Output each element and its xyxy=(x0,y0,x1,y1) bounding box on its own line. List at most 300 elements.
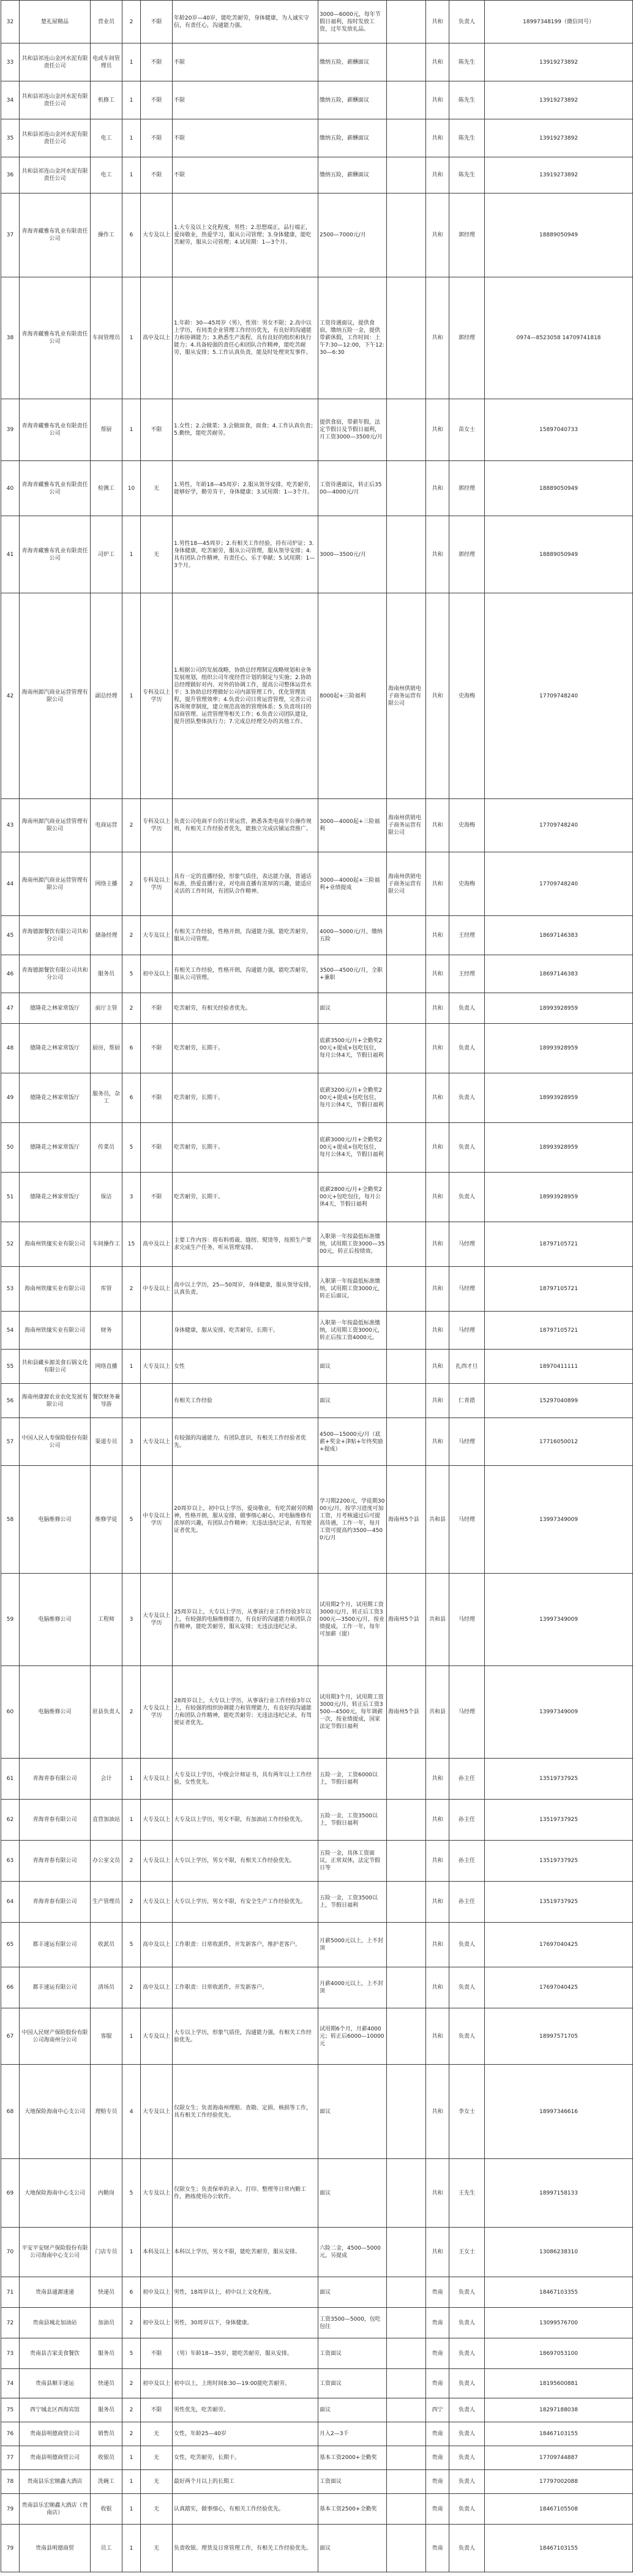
work-location-detail xyxy=(387,81,426,119)
work-location-detail: 海南州5个县 xyxy=(387,1466,426,1574)
contact-phone: 17697040425 xyxy=(485,1923,633,1967)
education-requirement: 不限 xyxy=(141,993,173,1024)
work-location-detail xyxy=(387,2159,426,2228)
position-name: 操作工 xyxy=(91,193,122,277)
job-requirement: 工作职责：日常收派件，开发新客户，维护老客户。 xyxy=(173,1923,318,1967)
work-location-detail xyxy=(387,993,426,1024)
job-requirement: 吃苦耐劳，长期干。 xyxy=(173,1024,318,1073)
position-name: 理赔专员 xyxy=(91,2065,122,2159)
work-location-detail xyxy=(387,1222,426,1267)
job-requirement: 1.大专及以上文化程度，男性；2.思想端正，品行端正，爱岗敬业，热爱学习，服从公司管理；3.身体健康，能吃苦耐劳，服从公司管理；4.试用期：1—3个月。 xyxy=(173,193,318,277)
job-requirement: 身体健康，服从安排，吃苦耐劳，长期干。 xyxy=(173,1312,318,1350)
education-requirement: 无 xyxy=(141,2446,173,2470)
company-name: 大地保险海南中心支公司 xyxy=(20,2159,91,2228)
job-table-body xyxy=(1,1,633,2572)
position-name: 快递员 xyxy=(91,2369,122,2398)
work-location-detail xyxy=(387,399,426,461)
salary-benefits: 入职第一年按最低标准缴纳，试用期工资3000—3500元，转正后按绩效。 xyxy=(318,1222,387,1267)
position-name: 厨房，帮厨 xyxy=(91,1024,122,1073)
contact-person: 马经理 xyxy=(449,1222,485,1267)
contact-person: 仁青措 xyxy=(449,1384,485,1418)
row-number: 44 xyxy=(1,852,20,916)
work-area: 贵南 xyxy=(426,2494,449,2525)
company-name: 贵南县通源速递 xyxy=(20,2277,91,2308)
work-area: 贵南 xyxy=(426,2277,449,2308)
salary-benefits: 工资面议 xyxy=(318,2470,387,2494)
company-name: 海南州康源农业农化发展有限公司 xyxy=(20,1384,91,1418)
company-name: 德隆花之林家常饭厅 xyxy=(20,993,91,1024)
salary-benefits: 工资3500—5000，包吃包住 xyxy=(318,2308,387,2338)
company-name: 电脑维修公司 xyxy=(20,1466,91,1574)
salary-benefits: 面议 xyxy=(318,2398,387,2422)
contact-phone: 13997349009 xyxy=(485,1574,633,1666)
table-row xyxy=(1,277,633,399)
row-number: 73 xyxy=(1,2338,20,2369)
table-row xyxy=(1,2470,633,2494)
position-name: 网络主播 xyxy=(91,852,122,916)
contact-person: 负责人 xyxy=(449,2398,485,2422)
salary-benefits: 3000—6000元，每年节假日福利，按时发放工资，过年发放礼品。 xyxy=(318,1,387,43)
contact-phone: 13919273892 xyxy=(485,81,633,119)
table-row xyxy=(1,2446,633,2470)
row-number: 60 xyxy=(1,1666,20,1759)
contact-person: 负责人 xyxy=(449,993,485,1024)
work-area: 共和 xyxy=(426,1841,449,1882)
job-requirement: 男性，30周岁以下，身体健康。 xyxy=(173,2308,318,2338)
work-area: 共和 xyxy=(426,1759,449,1800)
row-number: 39 xyxy=(1,399,20,461)
contact-person: 负责人 xyxy=(449,2369,485,2398)
salary-benefits: 2500—7000元/月 xyxy=(318,193,387,277)
work-area: 贵南 xyxy=(426,2338,449,2369)
hire-count: 2 xyxy=(122,1267,141,1312)
contact-person: 王经理 xyxy=(449,955,485,993)
table-row xyxy=(1,1222,633,1267)
work-area: 共和 xyxy=(426,516,449,593)
job-requirement: 负责公司电商平台的日常运营，熟悉各类电商平台操作规则，有相关工作经验者优先，能独立完成店铺运营推广。 xyxy=(173,799,318,852)
job-requirement: 不限 xyxy=(173,81,318,119)
work-area: 共和 xyxy=(426,157,449,193)
education-requirement: 大专及以上 xyxy=(141,1841,173,1882)
contact-phone: 13099576700 xyxy=(485,2308,633,2338)
contact-person: 王经理 xyxy=(449,916,485,955)
table-row xyxy=(1,852,633,916)
salary-benefits: 学习期2200元，学徒期3000元/月，按学习进度可加工资，月考核通过后可提高待遇，工作一年，每月工资可提高约3500—4500元/月 xyxy=(318,1466,387,1574)
row-number: 37 xyxy=(1,193,20,277)
contact-phone: 18697146383 xyxy=(485,916,633,955)
position-name: 电或车间管理员 xyxy=(91,43,122,81)
work-location-detail xyxy=(387,1800,426,1841)
job-requirement: 女性 xyxy=(173,1350,318,1384)
row-number: 55 xyxy=(1,1350,20,1384)
table-row xyxy=(1,2338,633,2369)
hire-count: 2 xyxy=(122,2398,141,2422)
contact-phone: 13997349009 xyxy=(485,1666,633,1759)
contact-person: 孙主任 xyxy=(449,1759,485,1800)
contact-phone: 18993928959 xyxy=(485,1173,633,1222)
table-row xyxy=(1,593,633,799)
work-location-detail xyxy=(387,2525,426,2572)
company-name: 贵南县乐宏顺鑫大酒店 xyxy=(20,2470,91,2494)
contact-phone: 15897040733 xyxy=(485,399,633,461)
hire-count: 1 xyxy=(122,157,141,193)
contact-person: 负责人 xyxy=(449,1123,485,1173)
hire-count: 1 xyxy=(122,593,141,799)
table-row xyxy=(1,1267,633,1312)
salary-benefits: 工资面议 xyxy=(318,2369,387,2398)
salary-benefits: 面议 xyxy=(318,2277,387,2308)
salary-benefits: 面议 xyxy=(318,1350,387,1384)
position-name: 服务员 xyxy=(91,955,122,993)
company-name: 贵南县明德商贸公司 xyxy=(20,2422,91,2446)
work-area: 共和 xyxy=(426,1800,449,1841)
row-number: 33 xyxy=(1,43,20,81)
company-name: 楚礼屋精品 xyxy=(20,1,91,43)
row-number: 32 xyxy=(1,1,20,43)
work-location-detail xyxy=(387,1384,426,1418)
contact-person: 郭经理 xyxy=(449,516,485,593)
work-location-detail xyxy=(387,1267,426,1312)
salary-benefits: 面议 xyxy=(318,2159,387,2228)
position-name: 营业员 xyxy=(91,1,122,43)
job-requirement: 吃苦耐劳，有相关经验者优先。 xyxy=(173,993,318,1024)
company-name: 德隆花之林家常饭厅 xyxy=(20,1073,91,1123)
hire-count: 3 xyxy=(122,1418,141,1466)
salary-benefits: 月薪4000元以上，上不封顶 xyxy=(318,1967,387,2008)
contact-person: 负责人 xyxy=(449,2446,485,2470)
contact-person: 马经理 xyxy=(449,1466,485,1574)
job-requirement: 最好两个月以上的长期工 xyxy=(173,2470,318,2494)
work-area: 共和 xyxy=(426,593,449,799)
work-area: 共和 xyxy=(426,1024,449,1073)
education-requirement: 专科及以上学历 xyxy=(141,593,173,799)
contact-phone: 18297188038 xyxy=(485,2398,633,2422)
salary-benefits: 8000起+三险福利 xyxy=(318,593,387,799)
work-area: 共和 xyxy=(426,2228,449,2277)
job-requirement: 具有一定的直播经验，形象气质佳，表达能力强，普通话标准，热爱直播行业，对电商直播有浓厚的兴趣，能适应灵活的工作时间，有团队合作精神。 xyxy=(173,852,318,916)
company-name: 青海青春有限公司 xyxy=(20,1800,91,1841)
company-name: 共和县祁连山金河水泥有限责任公司 xyxy=(20,43,91,81)
work-location-detail: 海南州供销电子商务运营有限公司 xyxy=(387,799,426,852)
table-row xyxy=(1,2277,633,2308)
job-requirement: 25周岁以上，大专以上学历，从事该行业工作经验3年以上，有较强的电脑维修能力，有良好的沟通能力和团队合作精神，能吃苦耐劳，服从安排；无违法违纪记录。 xyxy=(173,1574,318,1666)
contact-person: 负责人 xyxy=(449,1,485,43)
table-row xyxy=(1,2308,633,2338)
position-name: 餐饮财务兼导游 xyxy=(91,1384,122,1418)
hire-count: 1 xyxy=(122,1759,141,1800)
job-requirement: 不限 xyxy=(173,157,318,193)
company-name: 共和县藏乡源美食石锅文化有限公司 xyxy=(20,1350,91,1384)
salary-benefits: 试用期3个月，试用期工资3000元/月，转正后工资3500—4500元，每年调薪一次，按业绩提成，国家法定节假日福利 xyxy=(318,1666,387,1759)
company-name: 贵南县明德商贸公司 xyxy=(20,2446,91,2470)
work-area: 共和 xyxy=(426,43,449,81)
row-number: 36 xyxy=(1,157,20,193)
salary-benefits: 面议 xyxy=(318,1384,387,1418)
position-name: 生产管理员 xyxy=(91,1882,122,1923)
hire-count: 5 xyxy=(122,2338,141,2369)
position-name: 驻县负责人 xyxy=(91,1666,122,1759)
position-name: 清场员 xyxy=(91,1967,122,2008)
table-row xyxy=(1,955,633,993)
work-area: 共和 xyxy=(426,461,449,516)
work-area: 共和 xyxy=(426,2008,449,2065)
table-row xyxy=(1,2398,633,2422)
hire-count: 6 xyxy=(122,1024,141,1073)
work-area: 共和县 xyxy=(426,1574,449,1666)
work-location-detail xyxy=(387,2065,426,2159)
work-area: 共和 xyxy=(426,1123,449,1173)
contact-phone: 18797105721 xyxy=(485,1222,633,1267)
education-requirement: 大专及以上学历 xyxy=(141,1666,173,1759)
work-area: 共和 xyxy=(426,1350,449,1384)
contact-phone: 0974—8523058 14709741818 xyxy=(485,277,633,399)
education-requirement xyxy=(141,1384,173,1418)
work-location-detail xyxy=(387,2228,426,2277)
row-number: 69 xyxy=(1,2159,20,2228)
education-requirement: 不限 xyxy=(141,2398,173,2422)
company-name: 中国人民人寿保险股份有限公司 xyxy=(20,1418,91,1466)
contact-person: 负责人 xyxy=(449,2422,485,2446)
company-name: 青海德源餐饮有限公司共和分公司 xyxy=(20,955,91,993)
contact-phone: 18889050949 xyxy=(485,461,633,516)
contact-phone: 13519737925 xyxy=(485,1841,633,1882)
company-name: 德隆花之林家常饭厅 xyxy=(20,1123,91,1173)
table-row xyxy=(1,1882,633,1923)
education-requirement: 大专及以上 xyxy=(141,1350,173,1384)
position-name: 帮厨 xyxy=(91,399,122,461)
position-name: 前厅主管 xyxy=(91,993,122,1024)
job-requirement: 有较强的沟通能力，有团队意识，有相关工作经验者优先。 xyxy=(173,1418,318,1466)
work-location-detail xyxy=(387,1882,426,1923)
table-row xyxy=(1,1759,633,1800)
hire-count: 1 xyxy=(122,81,141,119)
job-requirement: 大专以上学历，男女不限，有安全生产工作经验优先。 xyxy=(173,1882,318,1923)
position-name: 司炉工 xyxy=(91,516,122,593)
hire-count: 1 xyxy=(122,516,141,593)
salary-benefits: 月薪5000元以上，上不封顶 xyxy=(318,1923,387,1967)
position-name: 员工 xyxy=(91,2525,122,2572)
education-requirement: 不限 xyxy=(141,1073,173,1123)
position-name: 直营加油站 xyxy=(91,1800,122,1841)
company-name: 青海德源餐饮有限公司共和分公司 xyxy=(20,916,91,955)
work-location-detail xyxy=(387,2422,426,2446)
work-location-detail xyxy=(387,2338,426,2369)
education-requirement: 大专及以上 xyxy=(141,2065,173,2159)
salary-benefits: 底薪3500元/月+全勤奖200元+提成+包吃包住，每月公休4天，节假日福利 xyxy=(318,1024,387,1073)
row-number: 70 xyxy=(1,2228,20,2277)
salary-benefits: 3000—4000起+三险福利+业绩提成 xyxy=(318,852,387,916)
position-name: 机修工 xyxy=(91,81,122,119)
position-name: 电工 xyxy=(91,119,122,157)
contact-phone: 18467105508 xyxy=(485,2494,633,2525)
contact-person: 负责人 xyxy=(449,2008,485,2065)
salary-benefits: 工资待遇面议，提供食宿，缴纳五险一金，提供带薪休假，工作时间：上午7:30—12:00，下午12:30—6:30 xyxy=(318,277,387,399)
job-requirement: 大专及以上学历，中级会计师证书，具有两年以上工作经验，女性优先。 xyxy=(173,1759,318,1800)
salary-benefits: 3000—4000起+三险福利 xyxy=(318,799,387,852)
education-requirement: 不限 xyxy=(141,43,173,81)
row-number: 58 xyxy=(1,1466,20,1574)
job-requirement: 认真踏实，做事细心，有相关工作经验优先。 xyxy=(173,2494,318,2525)
row-number: 51 xyxy=(1,1173,20,1222)
contact-phone: 13519737925 xyxy=(485,1800,633,1841)
work-location-detail xyxy=(387,277,426,399)
table-row xyxy=(1,1574,633,1666)
position-name: 车间操作工 xyxy=(91,1222,122,1267)
work-area: 共和 xyxy=(426,1222,449,1267)
education-requirement: 初中及以上 xyxy=(141,955,173,993)
contact-phone: 18697053100 xyxy=(485,2338,633,2369)
work-location-detail xyxy=(387,955,426,993)
salary-benefits: 底薪2800元/月+全勤奖200元+包吃包住，每月公休4天，节假日福利 xyxy=(318,1173,387,1222)
company-name: 海南州源汽商业运营管理有限公司 xyxy=(20,799,91,852)
table-row xyxy=(1,43,633,81)
hire-count: 2 xyxy=(122,1882,141,1923)
position-name: 收银 xyxy=(91,2494,122,2525)
table-row xyxy=(1,119,633,157)
table-row xyxy=(1,1312,633,1350)
contact-person: 孙主任 xyxy=(449,1882,485,1923)
row-number: 41 xyxy=(1,516,20,593)
work-location-detail xyxy=(387,1841,426,1882)
contact-phone: 18997158133 xyxy=(485,2159,633,2228)
position-name: 会计 xyxy=(91,1759,122,1800)
row-number: 65 xyxy=(1,1923,20,1967)
contact-phone: 13519737925 xyxy=(485,1882,633,1923)
row-number: 74 xyxy=(1,2369,20,2398)
contact-phone: 17709748240 xyxy=(485,593,633,799)
row-number: 63 xyxy=(1,1841,20,1882)
education-requirement: 初中及以上 xyxy=(141,2369,173,2398)
education-requirement: 无 xyxy=(141,516,173,593)
position-name: 客服 xyxy=(91,2008,122,2065)
contact-phone: 17697040425 xyxy=(485,1967,633,2008)
company-name: 贵南县吉家美食餐饮 xyxy=(20,2338,91,2369)
position-name: 加油员 xyxy=(91,2308,122,2338)
job-requirement: 工作职责：日常收派件，开发新客户。 xyxy=(173,1967,318,2008)
row-number: 42 xyxy=(1,593,20,799)
job-requirement: 仅限女生；负责海南州理赔、查勘、定损、核损等工作，具有相关工作经验优先。 xyxy=(173,2065,318,2159)
position-name: 门店专员 xyxy=(91,2228,122,2277)
work-area: 共和 xyxy=(426,993,449,1024)
salary-benefits: 五险一金，具体工资面议，正常双休，法定节假日等 xyxy=(318,1841,387,1882)
position-name: 销售员 xyxy=(91,2422,122,2446)
hire-count: 1 xyxy=(122,277,141,399)
contact-phone: 18993928959 xyxy=(485,1073,633,1123)
work-area: 贵南 xyxy=(426,2446,449,2470)
table-row xyxy=(1,993,633,1024)
job-requirement: 不限 xyxy=(173,43,318,81)
contact-person: 孙主任 xyxy=(449,1841,485,1882)
hire-count: 5 xyxy=(122,955,141,993)
table-row xyxy=(1,399,633,461)
job-requirement: 大专及以上学历，男女不限，有加油站工作经验优先。 xyxy=(173,1800,318,1841)
contact-phone: 18993928959 xyxy=(485,1123,633,1173)
table-row xyxy=(1,1923,633,1967)
work-location-detail: 海南州5个县 xyxy=(387,1574,426,1666)
work-area: 共和 xyxy=(426,81,449,119)
position-name: 服务员，杂工 xyxy=(91,1073,122,1123)
job-table xyxy=(1,0,633,2572)
education-requirement: 初中及以上 xyxy=(141,2308,173,2338)
hire-count: 3 xyxy=(122,1173,141,1222)
table-row xyxy=(1,81,633,119)
hire-count: 2 xyxy=(122,1841,141,1882)
table-row xyxy=(1,2228,633,2277)
contact-person: 陈先生 xyxy=(449,81,485,119)
position-name: 检测工 xyxy=(91,461,122,516)
salary-benefits: 基本工资2000+全勤奖 xyxy=(318,2446,387,2470)
work-location-detail xyxy=(387,1967,426,2008)
salary-benefits: 4000—5000元/月，缴纳五险 xyxy=(318,916,387,955)
row-number: 64 xyxy=(1,1882,20,1923)
contact-phone: 18797105721 xyxy=(485,1312,633,1350)
position-name: 收派员 xyxy=(91,1923,122,1967)
contact-person: 负责人 xyxy=(449,2470,485,2494)
company-name: 西宁城北区西海宾馆 xyxy=(20,2398,91,2422)
contact-person: 王先生 xyxy=(449,2159,485,2228)
work-area: 共和 xyxy=(426,1,449,43)
company-name: 海南州铁缘实业有限公司 xyxy=(20,1222,91,1267)
work-location-detail xyxy=(387,157,426,193)
row-number: 38 xyxy=(1,277,20,399)
work-area: 共和 xyxy=(426,1418,449,1466)
hire-count xyxy=(122,1384,141,1418)
education-requirement: 不限 xyxy=(141,157,173,193)
company-name: 德隆花之林家常饭厅 xyxy=(20,1024,91,1073)
position-name: 服务员 xyxy=(91,2398,122,2422)
contact-person: 苗女士 xyxy=(449,399,485,461)
position-name: 内勤岗 xyxy=(91,2159,122,2228)
salary-benefits: 缴纳五险，薪酬面议 xyxy=(318,119,387,157)
contact-person: 史海梅 xyxy=(449,799,485,852)
hire-count: 6 xyxy=(122,1073,141,1123)
hire-count: 1 xyxy=(122,2494,141,2525)
row-number: 75 xyxy=(1,2398,20,2422)
salary-benefits: 工资面议 xyxy=(318,2338,387,2369)
row-number: 77 xyxy=(1,2446,20,2470)
work-area: 共和 xyxy=(426,2065,449,2159)
job-requirement: 主要工作内容：将布料剪裁、缝纫、熨烫等，按照生产要求完成生产任务，听从管理安排。 xyxy=(173,1222,318,1267)
contact-phone: 17709748240 xyxy=(485,799,633,852)
work-area: 西宁 xyxy=(426,2398,449,2422)
company-name: 中国人民财产保险股份有限公司海南州分公司 xyxy=(20,2008,91,2065)
company-name: 青海青藏雅布乳业有限责任公司 xyxy=(20,277,91,399)
contact-person: 史海梅 xyxy=(449,852,485,916)
salary-benefits: 缴纳五险，薪酬面议 xyxy=(318,157,387,193)
contact-phone: 13086238310 xyxy=(485,2228,633,2277)
work-area: 贵南 xyxy=(426,2525,449,2572)
contact-phone: 18997346616 xyxy=(485,2065,633,2159)
table-row xyxy=(1,1,633,43)
education-requirement: 无 xyxy=(141,2494,173,2525)
salary-benefits: 入职第一年按最低标准缴纳，试用期工资3000元，转正后按工资4000元。 xyxy=(318,1312,387,1350)
row-number: 35 xyxy=(1,119,20,157)
education-requirement: 无 xyxy=(141,2422,173,2446)
contact-phone: 13919273892 xyxy=(485,157,633,193)
row-number: 48 xyxy=(1,1024,20,1073)
table-row xyxy=(1,2159,633,2228)
hire-count: 1 xyxy=(122,2008,141,2065)
table-row xyxy=(1,1073,633,1123)
row-number: 40 xyxy=(1,461,20,516)
work-area: 共和县 xyxy=(426,1666,449,1759)
job-requirement: 1.年龄：30—45周岁（男），性别：男女不限；2.高中以上学历，有同类企业管理工作经历优先，有良好的沟通能力和协调能力；3.熟悉生产流程，具有良好的组织和执行能力；4.具备较强的责任心和团队合作精神，能吃苦耐劳，服从安排；5.工作认真负责，能及时处理突发事件。 xyxy=(173,277,318,399)
job-requirement: 不限 xyxy=(173,119,318,157)
education-requirement: 专科及以上学历 xyxy=(141,852,173,916)
contact-phone: 18697146383 xyxy=(485,955,633,993)
contact-person: 郭经理 xyxy=(449,461,485,516)
education-requirement: 大专及以上 xyxy=(141,1882,173,1923)
